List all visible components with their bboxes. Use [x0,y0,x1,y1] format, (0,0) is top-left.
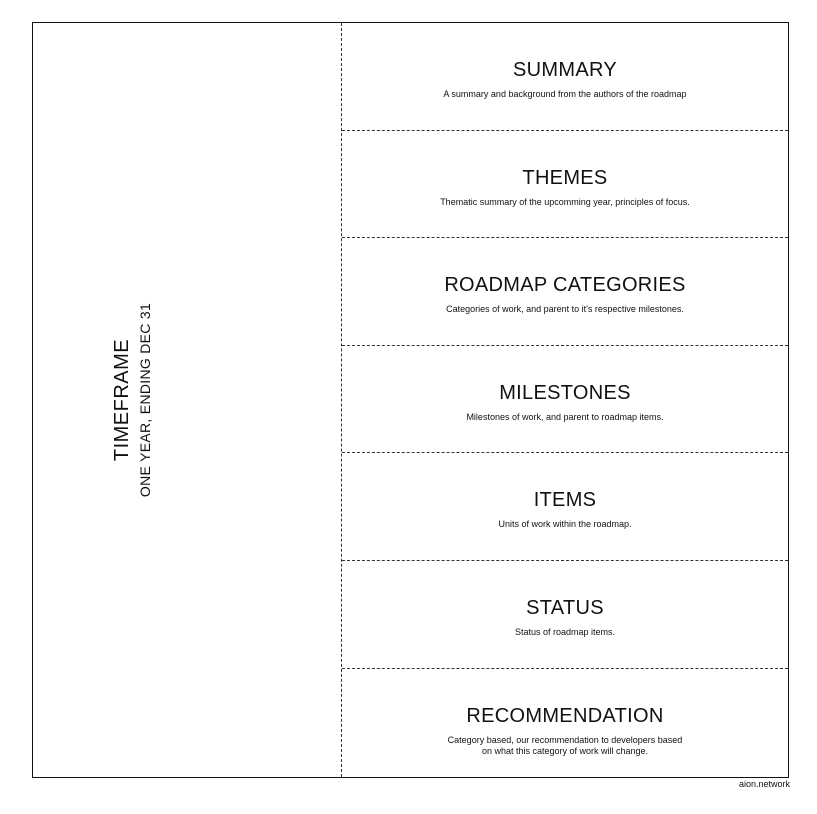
section-description: A summary and background from the authors of the roadmap [443,89,687,99]
section-title: THEMES [522,166,608,189]
section-title: MILESTONES [499,381,631,404]
section-summary [342,23,788,131]
section-description: Units of work within the roadmap. [498,519,632,530]
section-description: Milestones of work, and parent to roadmap items. [466,411,664,422]
timeframe-column [33,23,342,777]
section-roadmap-categories [342,238,788,346]
section-recommendation [342,669,788,779]
section-title: RECOMMENDATION [466,704,664,727]
section-title: SUMMARY [513,59,617,81]
section-title: STATUS [526,596,604,619]
roadmap-frame [32,22,789,778]
section-description: Categories of work, and parent to it's respective milestones. [446,304,684,315]
section-title: ITEMS [533,489,597,512]
timeframe-label-group [110,303,154,497]
timeframe-subtitle: ONE YEAR, ENDING DEC 31 [137,302,153,498]
timeframe-title: TIMEFRAME [111,338,133,462]
section-description: Status of roadmap items. [514,626,616,637]
credit-text: aion.network [738,779,790,789]
section-description: Thematic summary of the upcomming year, principles of focus. [440,196,690,207]
section-themes [342,131,788,239]
section-status [342,561,788,669]
section-title: ROADMAP CATEGORIES [444,274,686,297]
sections-column [342,23,788,777]
section-items [342,453,788,561]
section-milestones [342,346,788,454]
section-description: Category based, our recommendation to developers based on what this category of work will change. [447,734,683,756]
